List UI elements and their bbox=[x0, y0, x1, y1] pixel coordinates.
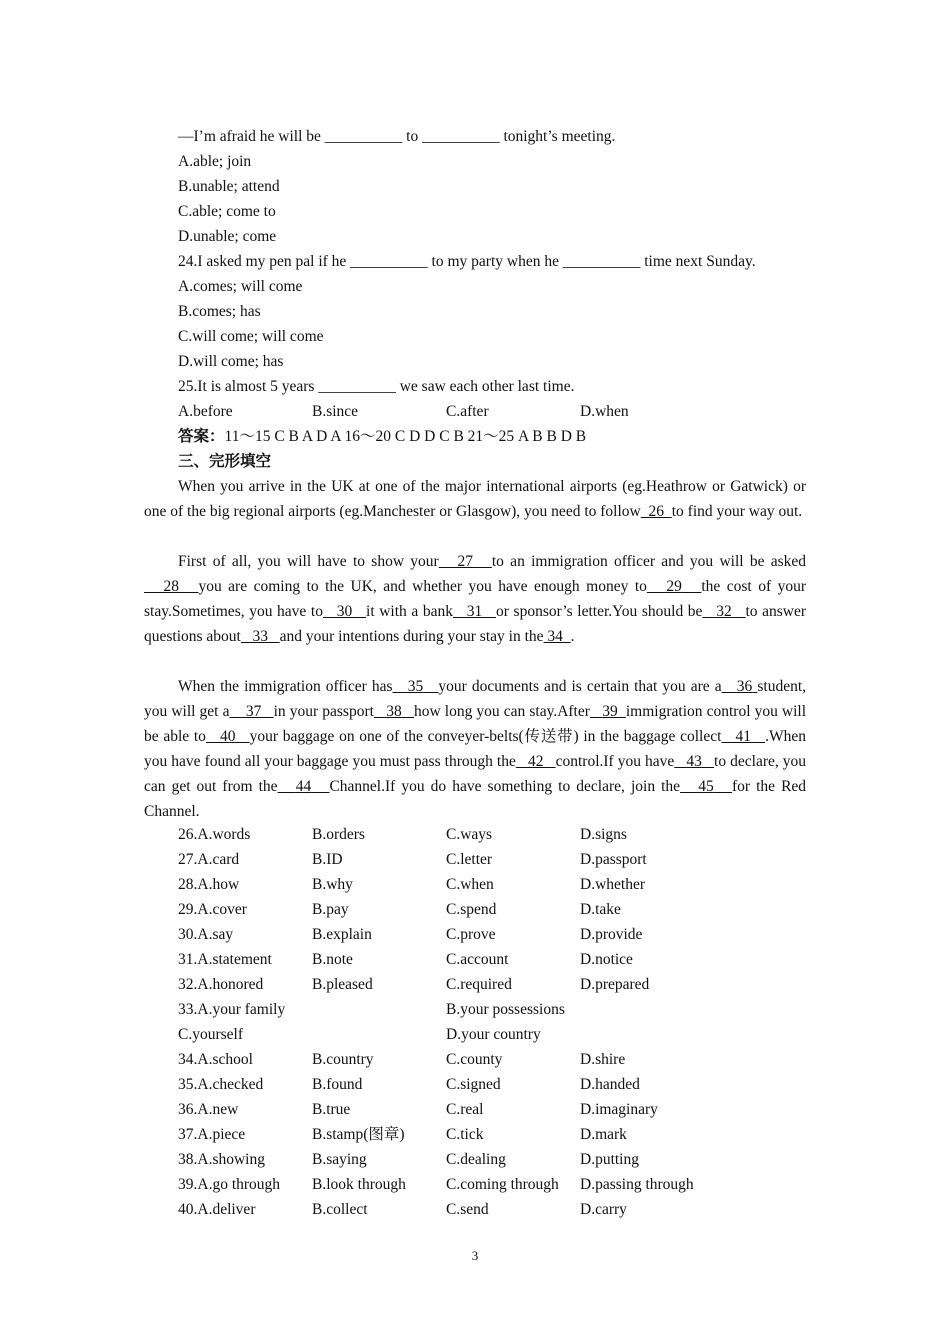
q25-option-d: D.when bbox=[580, 403, 629, 420]
blank-31: 31 bbox=[466, 603, 483, 620]
q23-option-c: C.able; come to bbox=[178, 203, 276, 220]
option-cell: C.account bbox=[446, 951, 509, 968]
passage-paragraph-3: When the immigration officer has 35 your documents and is certain that you are a 36 student, you will get a 37 in your passport 38 how long you can stay.After 39 immigration control you will be able to 40 your baggage on one of the conveyer-belts(传送带) in the baggage collect 41 .When you have found all your baggage you must pass through the 42 control.If you have 43 to declare, you can get out from the 44 Channel.If you do have something to declare, join the 45 for the Red Channel. bbox=[144, 678, 807, 820]
options-row bbox=[178, 1047, 778, 1072]
option-cell: C.when bbox=[446, 876, 494, 893]
option-cell: B.saying bbox=[312, 1151, 367, 1168]
option-cell: D.handed bbox=[580, 1076, 640, 1093]
options-row bbox=[178, 1122, 778, 1147]
option-cell: D.whether bbox=[580, 876, 645, 893]
option-cell: C.required bbox=[446, 976, 512, 993]
option-cell: D.mark bbox=[580, 1126, 627, 1143]
option-cell: B.ID bbox=[312, 851, 343, 868]
option-cell: D.imaginary bbox=[580, 1101, 658, 1118]
option-cell: D.signs bbox=[580, 826, 627, 843]
blank-35: 35 bbox=[407, 678, 424, 695]
options-row bbox=[178, 847, 778, 872]
option-cell: C.letter bbox=[446, 851, 493, 868]
options-row bbox=[178, 1022, 778, 1047]
option-cell: B.stamp(图章) bbox=[312, 1126, 405, 1143]
options-row bbox=[178, 1197, 778, 1222]
option-cell: B.orders bbox=[312, 826, 365, 843]
option-cell: C.tick bbox=[446, 1126, 484, 1143]
option-cell: C.signed bbox=[446, 1076, 501, 1093]
options-row bbox=[178, 1147, 778, 1172]
option-cell: 29.A.cover bbox=[178, 901, 247, 918]
option-cell: C.coming through bbox=[446, 1176, 559, 1193]
option-cell: C.dealing bbox=[446, 1151, 506, 1168]
option-cell: 28.A.how bbox=[178, 876, 240, 893]
option-cell: 36.A.new bbox=[178, 1101, 239, 1118]
option-cell: D.notice bbox=[580, 951, 633, 968]
blank-37: 37 bbox=[245, 703, 262, 720]
option-cell: 34.A.school bbox=[178, 1051, 253, 1068]
option-cell: B.found bbox=[312, 1076, 363, 1093]
option-cell: B.collect bbox=[312, 1201, 368, 1218]
answer-key-text: 11〜15 C B A D A 16〜20 C D D C B 21〜25 A B B D B bbox=[224, 428, 587, 445]
option-cell: B.pay bbox=[312, 901, 349, 918]
option-cell: 31.A.statement bbox=[178, 951, 272, 968]
option-cell: B.explain bbox=[312, 926, 372, 943]
question-25-stem: 25.It is almost 5 years __________ we saw each other last time. bbox=[178, 378, 575, 395]
options-row bbox=[178, 897, 778, 922]
options-row bbox=[178, 822, 778, 847]
option-cell: 27.A.card bbox=[178, 851, 240, 868]
blank-29: 29 bbox=[666, 578, 682, 595]
option-cell: 30.A.say bbox=[178, 926, 234, 943]
blank-38: 38 bbox=[386, 703, 402, 720]
blank-36: 36 bbox=[736, 678, 753, 695]
option-cell: 33.A.your family bbox=[178, 1001, 286, 1018]
option-cell: B.your possessions bbox=[446, 1001, 565, 1018]
q24-option-a: A.comes; will come bbox=[178, 278, 303, 295]
section-title: 三、完形填空 bbox=[178, 453, 272, 470]
option-cell: 38.A.showing bbox=[178, 1151, 265, 1168]
blank-28: 28 bbox=[163, 578, 179, 595]
question-23-stem: —I’m afraid he will be __________ to __________ tonight’s meeting. bbox=[178, 128, 616, 145]
blank-40: 40 bbox=[220, 728, 236, 745]
option-cell: C.yourself bbox=[178, 1026, 244, 1043]
option-cell: D.your country bbox=[446, 1026, 541, 1043]
option-cell: C.send bbox=[446, 1201, 489, 1218]
option-cell: C.county bbox=[446, 1051, 503, 1068]
blank-42: 42 bbox=[527, 753, 544, 770]
blank-26: 26 bbox=[648, 503, 664, 520]
option-cell: 37.A.piece bbox=[178, 1126, 246, 1143]
option-cell: 39.A.go through bbox=[178, 1176, 281, 1193]
q24-option-c: C.will come; will come bbox=[178, 328, 324, 345]
blank-41: 41 bbox=[735, 728, 752, 745]
option-cell: D.putting bbox=[580, 1151, 639, 1168]
option-cell: D.shire bbox=[580, 1051, 626, 1068]
options-row bbox=[178, 1172, 778, 1197]
option-cell: D.take bbox=[580, 901, 621, 918]
question-24-stem: 24.I asked my pen pal if he __________ to my party when he __________ time next Sunday. bbox=[178, 253, 756, 270]
blank-34: 34 bbox=[547, 628, 563, 645]
option-cell: B.why bbox=[312, 876, 353, 893]
option-cell: B.true bbox=[312, 1101, 351, 1118]
q25-option-a: A.before bbox=[178, 403, 233, 420]
blank-45: 45 bbox=[698, 778, 714, 795]
option-cell: B.look through bbox=[312, 1176, 406, 1193]
passage-paragraph-1: When you arrive in the UK at one of the major international airports (eg.Heathrow or Gatwick) or one of the big regional airports (eg.Manchester or Glasgow), you need to follow 26 to find your way out. bbox=[144, 478, 806, 520]
option-cell: C.ways bbox=[446, 826, 493, 843]
option-cell: D.passing through bbox=[580, 1176, 694, 1193]
page-number: 3 bbox=[471, 1248, 479, 1263]
option-cell: B.pleased bbox=[312, 976, 373, 993]
q23-option-b: B.unable; attend bbox=[178, 178, 280, 195]
options-row bbox=[178, 922, 778, 947]
option-cell: D.prepared bbox=[580, 976, 650, 993]
q23-option-d: D.unable; come bbox=[178, 228, 277, 245]
option-cell: D.provide bbox=[580, 926, 643, 943]
q25-option-c: C.after bbox=[446, 403, 489, 420]
option-cell: B.country bbox=[312, 1051, 374, 1068]
option-cell: D.passport bbox=[580, 851, 647, 868]
q24-option-d: D.will come; has bbox=[178, 353, 284, 370]
option-cell: 35.A.checked bbox=[178, 1076, 264, 1093]
blank-30: 30 bbox=[336, 603, 353, 620]
option-cell: D.carry bbox=[580, 1201, 627, 1218]
option-cell: C.real bbox=[446, 1101, 484, 1118]
options-row bbox=[178, 1072, 778, 1097]
option-cell: 26.A.words bbox=[178, 826, 251, 843]
options-row bbox=[178, 947, 778, 972]
q25-option-b: B.since bbox=[312, 403, 359, 420]
options-row bbox=[178, 1097, 778, 1122]
blank-32: 32 bbox=[716, 603, 732, 620]
answer-key bbox=[178, 424, 586, 449]
q24-option-b: B.comes; has bbox=[178, 303, 261, 320]
blank-44: 44 bbox=[295, 778, 312, 795]
q25-options-row bbox=[178, 399, 778, 424]
option-cell: B.note bbox=[312, 951, 353, 968]
q23-option-a: A.able; join bbox=[178, 153, 252, 170]
option-cell: C.spend bbox=[446, 901, 497, 918]
options-row bbox=[178, 972, 778, 997]
option-cell: 32.A.honored bbox=[178, 976, 264, 993]
answer-key-label: 答案： bbox=[178, 428, 225, 445]
blank-43: 43 bbox=[686, 753, 702, 770]
option-cell: C.prove bbox=[446, 926, 496, 943]
option-cell: 40.A.deliver bbox=[178, 1201, 256, 1218]
blank-33: 33 bbox=[252, 628, 268, 645]
blank-39: 39 bbox=[602, 703, 618, 720]
options-row bbox=[178, 997, 778, 1022]
blank-27: 27 bbox=[457, 553, 474, 570]
options-row bbox=[178, 872, 778, 897]
passage-paragraph-2: First of all, you will have to show your 27 to an immigration officer and you will be asked 28 you are coming to the UK, and whether you have enough money to 29 the cost of your stay.Sometimes, you have to 30 it with a bank 31 or sponsor’s letter.You should be 32 to answer questions about 33 and your intentions during your stay in the 34 . bbox=[144, 553, 807, 645]
